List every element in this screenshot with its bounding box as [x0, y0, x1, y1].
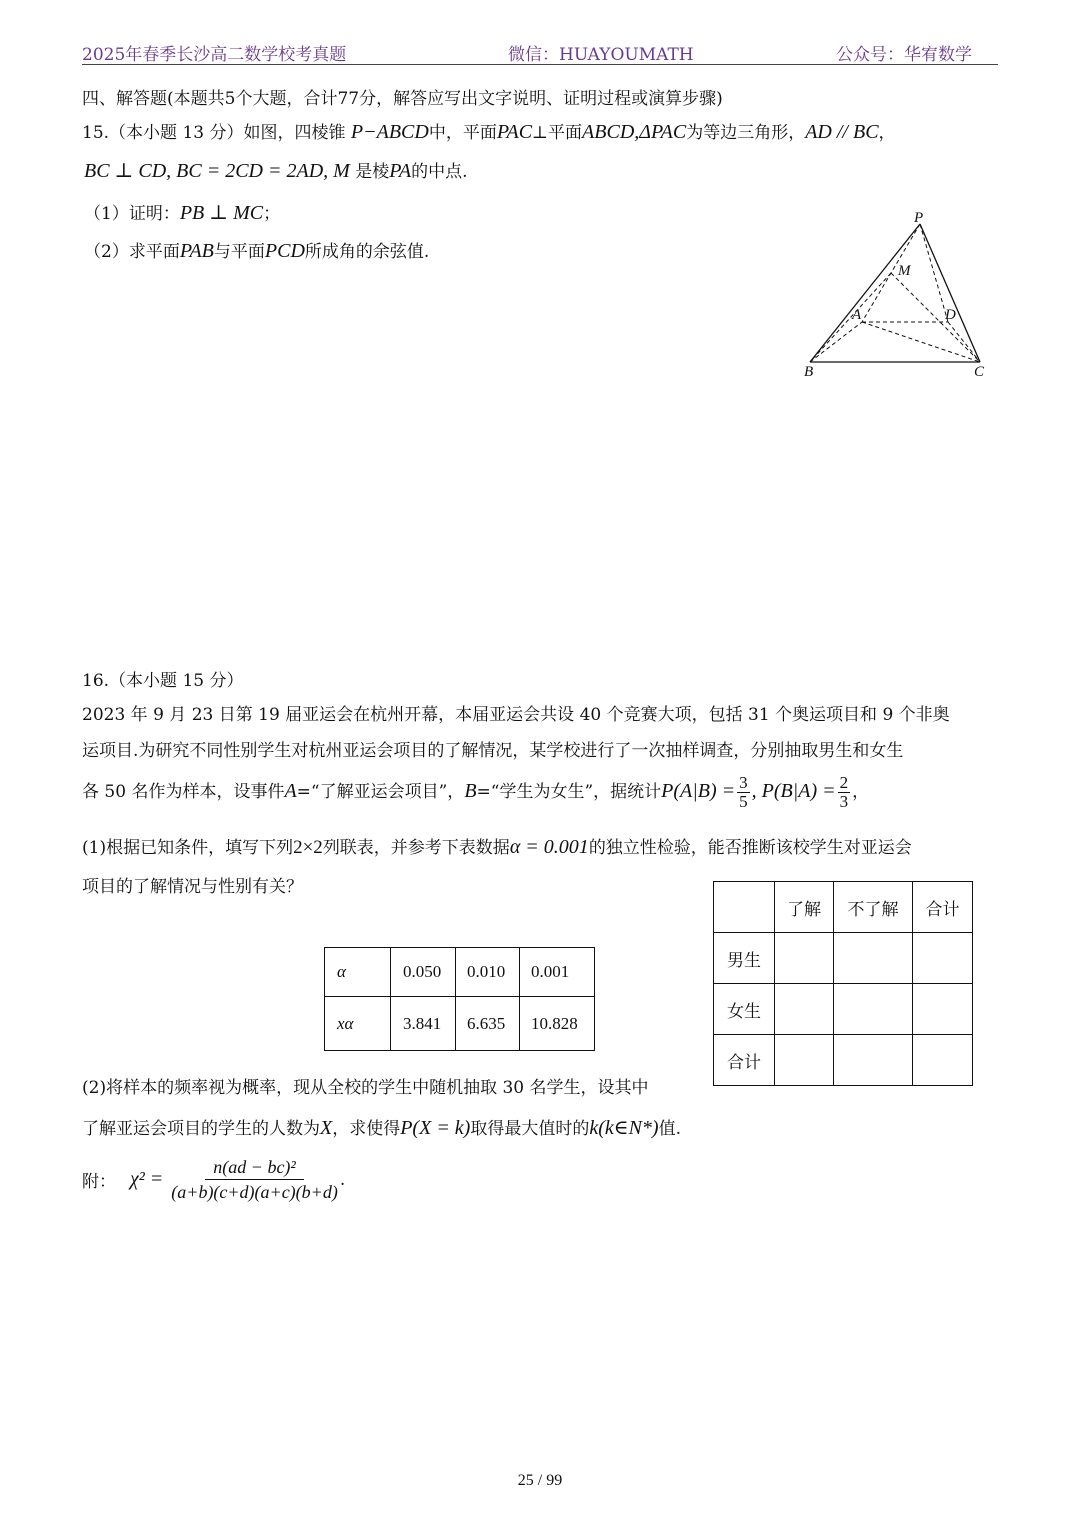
q15-math: PAC: [496, 121, 533, 143]
q15-text: ；: [263, 204, 281, 224]
table-row: [714, 984, 973, 1035]
q16-text: 了解亚运会项目的学生的人数为: [82, 1119, 320, 1139]
table-header-cell: 了解: [775, 882, 834, 933]
q16-text: =“了解亚运会项目”，: [296, 781, 465, 802]
fraction-numerator: 2: [839, 773, 849, 792]
q15-math: ABCD,ΔPAC: [582, 121, 687, 143]
q16-meta: （本小题 15 分）: [109, 671, 244, 691]
table-cell: 0.010: [456, 948, 520, 997]
label-D: D: [945, 307, 956, 323]
q16-math: P(X = k): [400, 1117, 471, 1139]
edge-CD: [948, 322, 980, 362]
fraction-numerator: n(ad − bc)²: [205, 1158, 304, 1180]
q15-number: 15.: [82, 123, 110, 143]
label-M: M: [898, 263, 911, 279]
table-header-cell: [714, 882, 775, 933]
edge-PC: [920, 224, 980, 362]
table-cell: 3.841: [391, 997, 456, 1051]
q16-math: α = 0.001: [509, 836, 589, 858]
q15-part2-label: （2）求平面: [84, 242, 180, 262]
section-title: 四、解答题(本题共5个大题，合计77分，解答应写出文字说明、证明过程或演算步骤): [82, 89, 723, 109]
table-cell: 10.828: [520, 997, 595, 1051]
q16-paragraph-line3: [82, 774, 869, 811]
table-cell: [834, 933, 913, 984]
edge-MB: [810, 273, 891, 362]
fraction-denominator: (a+b)(c+d)(a+c)(b+d): [171, 1181, 338, 1202]
fraction-denominator: 5: [739, 791, 748, 811]
fraction-2-3: [838, 774, 851, 811]
q16-math: B: [464, 779, 477, 802]
q16-text: 列联表，并参考下表数据: [322, 838, 510, 858]
q16-math: P(A|B) =: [661, 779, 736, 802]
label-C: C: [974, 364, 985, 380]
table-row: [325, 997, 595, 1051]
q15-part1-label: （1）证明：: [84, 204, 180, 224]
q15-text: ⊥平面: [532, 123, 583, 143]
header-account: 公众号：华宥数学: [836, 45, 972, 65]
table-cell: [913, 984, 973, 1035]
q15-line2: [84, 157, 467, 183]
q15-text: 的中点.: [411, 162, 468, 182]
pyramid-figure: [790, 208, 1010, 383]
q16-text: (1)根据已知条件，填写下列: [82, 838, 294, 858]
table-cell: [775, 984, 834, 1035]
table-header-cell: 不了解: [834, 882, 913, 933]
q15-part1: [84, 199, 280, 225]
table-cell: [775, 1035, 834, 1086]
q15-meta: （本小题 13 分）: [109, 123, 244, 143]
q16-text: 值.: [658, 1119, 681, 1139]
table-cell: 0.001: [520, 948, 595, 997]
critical-value-table: [324, 947, 595, 1051]
q16-math: A: [284, 779, 297, 802]
edge-AC: [862, 322, 980, 362]
contingency-table: [713, 881, 973, 1086]
q15-text: 中，平面: [428, 123, 497, 143]
q16-text: 的独立性检验，能否推断该校学生对亚运会: [588, 838, 912, 858]
table-cell: 0.050: [391, 948, 456, 997]
q16-math: 2×2: [293, 837, 323, 858]
q15-text: 如图，四棱锥: [243, 123, 346, 143]
table-header-cell: 合计: [913, 882, 973, 933]
q15-text: 为等边三角形，: [686, 123, 806, 143]
appendix-formula: [82, 1158, 345, 1202]
q15-text: 是棱: [355, 162, 390, 182]
q15-text: ，: [878, 123, 896, 143]
q15-math: PA: [389, 160, 412, 182]
q16-part1-line1: [82, 833, 912, 859]
header-divider: [82, 64, 998, 65]
q15-text: 所成角的余弦值.: [304, 242, 430, 262]
q16-heading: [82, 666, 244, 691]
q16-paragraph-line2: 运项目.为研究不同性别学生对杭州亚运会项目的了解情况，某学校进行了一次抽样调查，分别抽取男生和女生: [82, 741, 904, 761]
q15-part2: [84, 237, 429, 263]
table-cell: [834, 984, 913, 1035]
appendix-label: 附：: [82, 1172, 116, 1193]
label-P: P: [914, 210, 924, 226]
q15-math: AD // BC: [805, 121, 879, 143]
table-cell: [913, 1035, 973, 1086]
q16-text: =“学生为女生”，据统计: [476, 781, 662, 802]
chi-square-fraction: [171, 1158, 338, 1202]
q15-math: PAB: [179, 240, 214, 262]
table-cell: xα: [325, 997, 391, 1051]
label-B: B: [804, 364, 814, 380]
q16-math: X: [320, 1117, 333, 1139]
table-cell: [913, 933, 973, 984]
q16-text: 取得最大值时的: [470, 1119, 590, 1139]
q16-text: .: [339, 1169, 346, 1190]
q15-line1: [82, 118, 896, 144]
q16-number: 16.: [82, 671, 110, 691]
table-row-label: 女生: [714, 984, 775, 1035]
edge-PB: [810, 224, 920, 362]
q16-text: 各 50 名作为样本，设事件: [82, 781, 285, 802]
fraction-denominator: 3: [839, 791, 849, 811]
q15-math: PB ⊥ MC: [179, 202, 264, 224]
header-title: 2025年春季长沙高二数学校考真题: [82, 45, 347, 65]
page-number: 25 / 99: [517, 1472, 563, 1489]
table-row: [714, 933, 973, 984]
q16-part1-line2: 项目的了解情况与性别有关？: [82, 877, 303, 897]
q15-math: BC ⊥ CD, BC = 2CD = 2AD, M: [84, 160, 350, 182]
q16-math: k(k∈N*): [589, 1117, 659, 1139]
edge-PD: [920, 224, 948, 322]
edge-AB: [810, 322, 862, 362]
q16-math: , P(B|A) =: [751, 779, 836, 802]
table-row: [714, 1035, 973, 1086]
table-cell: α: [325, 948, 391, 997]
label-A: A: [852, 307, 862, 323]
table-row-label: 男生: [714, 933, 775, 984]
header-wechat: 微信：HUAYOUMATH: [508, 45, 694, 65]
q16-part2-line2: [82, 1114, 681, 1140]
chi-square-symbol: χ² =: [130, 1168, 164, 1191]
table-row: [325, 948, 595, 997]
fraction-3-5: [737, 774, 750, 811]
table-cell: 6.635: [456, 997, 520, 1051]
q16-part2-line1: (2)将样本的频率视为概率，现从全校的学生中随机抽取 30 名学生，设其中: [82, 1078, 649, 1098]
table-cell: [775, 933, 834, 984]
table-header-row: [714, 882, 973, 933]
q16-paragraph-line1: 2023 年 9 月 23 日第 19 届亚运会在杭州开幕，本届亚运会共设 40 个竞赛大项，包括 31 个奥运项目和 9 个非奥: [82, 705, 950, 725]
q15-text: 与平面: [213, 242, 265, 262]
table-row-label: 合计: [714, 1035, 775, 1086]
fraction-numerator: 3: [739, 773, 748, 792]
q16-text: ，: [852, 781, 870, 802]
table-cell: [834, 1035, 913, 1086]
edge-MC: [891, 273, 980, 362]
q15-math: P−ABCD: [350, 121, 429, 143]
q15-math: PCD: [264, 240, 305, 262]
q16-text: ，求使得: [332, 1119, 401, 1139]
